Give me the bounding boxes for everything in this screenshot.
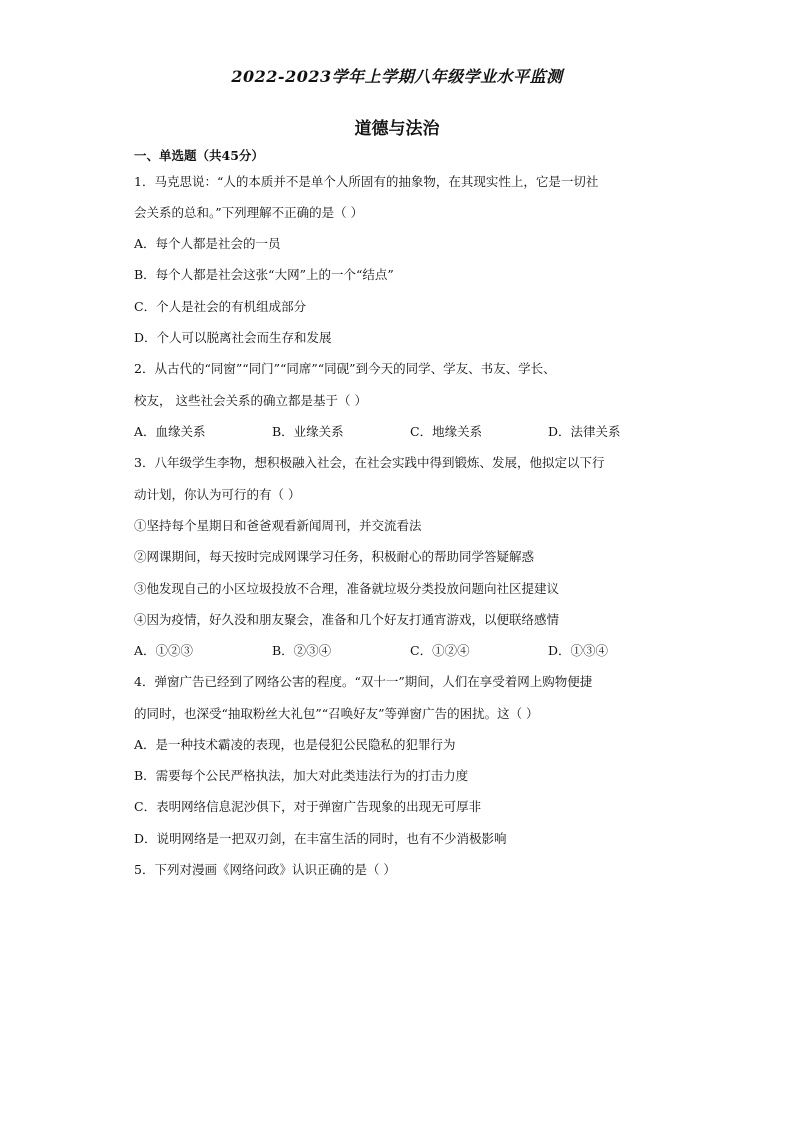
q3-option-c: C．①②④ [410,643,470,658]
section-heading: 一、单选题（共45分） [134,148,264,163]
q3-item-2: ②网课期间，每天按时完成网课学习任务，积极耐心的帮助同学答疑解惑 [134,549,535,564]
q4-option-c: C．表明网络信息泥沙俱下，对于弹窗广告现象的出现无可厚非 [134,799,482,814]
q4-option-a: A．是一种技术霸凌的表现，也是侵犯公民隐私的犯罪行为 [134,737,456,752]
q2-stem-line1: 2．从古代的“同窗”“同门”“同席”“同砚”到今天的同学、学友、书友、学长、 [134,361,556,376]
q1-stem-line2: 会关系的总和。”下列理解不正确的是（ ） [134,205,364,220]
q1-option-c: C．个人是社会的有机组成部分 [134,299,307,314]
q2-option-a: A．血缘关系 [134,424,206,439]
q5-stem-line1: 5．下列对漫画《网络问政》认识正确的是（ ） [134,862,396,877]
q1-option-d: D．个人可以脱离社会而生存和发展 [134,330,332,345]
q1-option-a: A．每个人都是社会的一员 [134,236,281,251]
q3-stem-line2: 动计划，你认为可行的有（ ） [134,487,301,502]
q4-stem-line1: 4．弹窗广告已经到了网络公害的程度。“双十一”期间，人们在享受着网上购物便捷 [134,674,593,689]
subject-title: 道德与法治 [354,119,440,139]
q3-item-1: ①坚持每个星期日和爸爸观看新闻周刊，并交流看法 [134,518,422,533]
exam-title: 2022-2023学年上学期八年级学业水平监测 [231,67,563,86]
q2-option-c: C．地缘关系 [410,424,483,439]
q1-stem-line1: 1．马克思说：“人的本质并不是单个人所固有的抽象物，在其现实性上，它是一切社 [134,174,599,189]
q3-option-b: B．②③④ [272,643,332,658]
q4-option-d: D．说明网络是一把双刃剑，在丰富生活的同时，也有不少消极影响 [134,831,507,846]
q3-stem-line1: 3．八年级学生李物，想积极融入社会，在社会实践中得到锻炼、发展，他拟定以下行 [134,455,605,470]
q1-option-b: B．每个人都是社会这张“大网”上的一个“结点” [134,267,394,282]
q4-stem-line2: 的同时，也深受“抽取粉丝大礼包”“召唤好友”等弹窗广告的困扰。这（ ） [134,706,539,721]
q2-option-b: B．业缘关系 [272,424,344,439]
q2-stem-line2: 校友， 这些社会关系的确立都是基于（ ） [134,393,367,408]
q2-option-d: D．法律关系 [548,424,621,439]
q3-item-3: ③他发现自己的小区垃圾投放不合理，准备就垃圾分类投放问题向社区提建议 [134,581,560,596]
q3-option-d: D．①③④ [548,643,609,658]
q4-option-b: B．需要每个公民严格执法，加大对此类违法行为的打击力度 [134,768,469,783]
q3-option-a: A．①②③ [134,643,194,658]
q3-item-4: ④因为疫情，好久没和朋友聚会，准备和几个好友打通宵游戏，以便联络感情 [134,612,560,627]
